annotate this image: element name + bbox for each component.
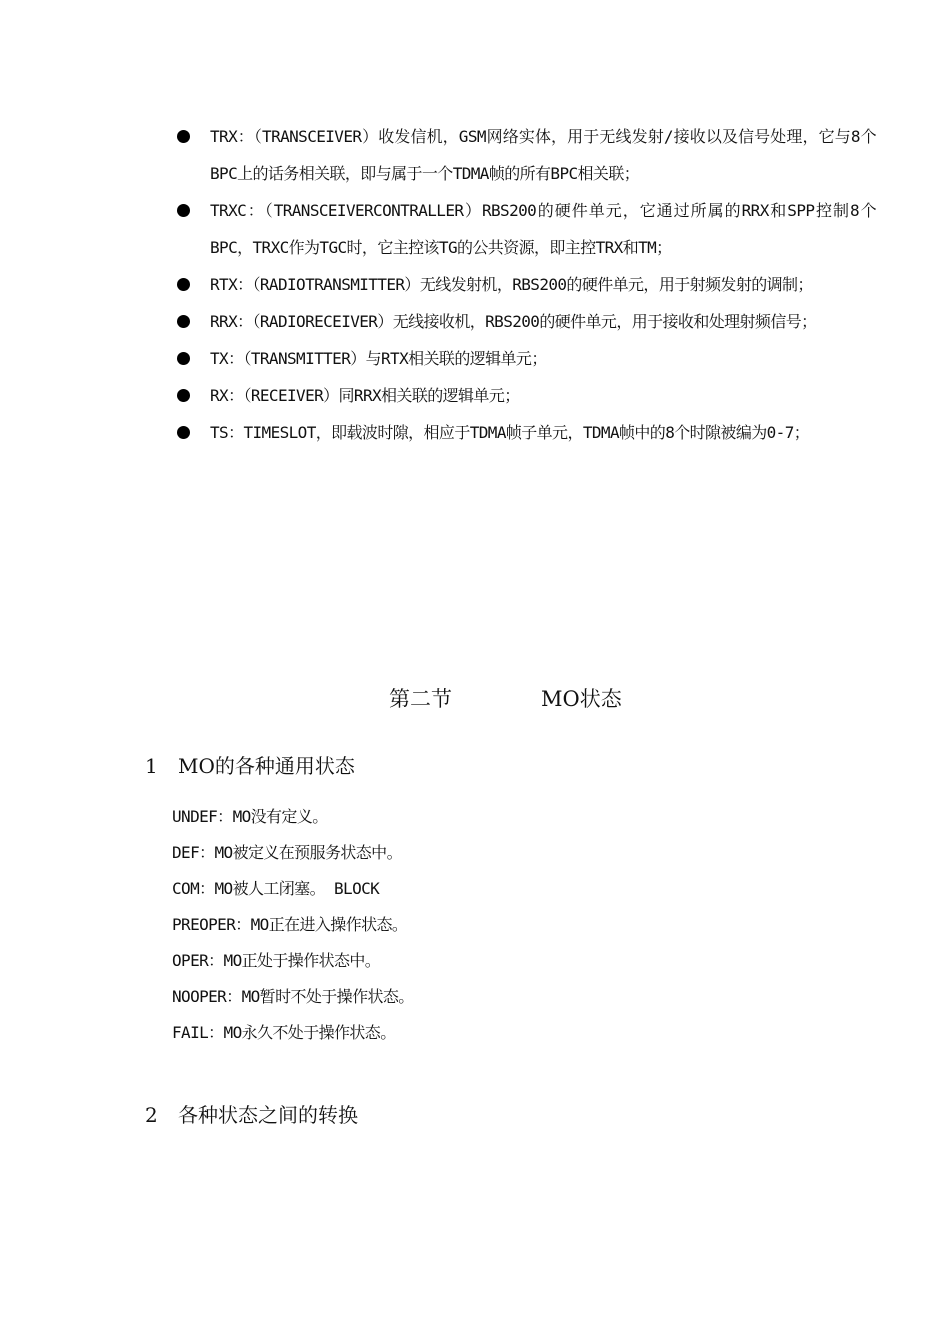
bullet-item [210,340,876,377]
bullet-text: TRX：（TRANSCEIVER）收发信机，GSM网络实体，用于无线发射/接收以及信号处理，它与8个BPC上的话务相关联，即与属于一个TDMA帧的所有BPC相关联； [210,127,876,183]
subsection-heading-2 [145,1099,358,1128]
bullet-text: TS：TIMESLOT，即载波时隙，相应于TDMA帧子单元，TDMA帧中的8个时隙被编为0-7； [210,423,810,442]
bullet-text: RX：（RECEIVER）同RRX相关联的逻辑单元； [210,386,520,405]
bullet-item [210,303,876,340]
subsection-number: 2 [145,1103,158,1127]
bullet-icon [177,352,190,365]
bullet-item [210,414,876,451]
bullet-icon [177,389,190,402]
bullet-item [210,118,876,192]
bullet-text: RTX：（RADIOTRANSMITTER）无线发射机，RBS200的硬件单元，用于射频发射的调制； [210,275,813,294]
bullet-icon [177,278,190,291]
bullet-list [0,118,950,451]
state-item: PREOPER：MO正在进入操作状态。 [172,915,408,934]
state-item: NOOPER：MO暂时不处于操作状态。 [172,987,414,1006]
subsection-heading-1 [145,750,355,779]
bullet-text: TX：（TRANSMITTER）与RTX相关联的逻辑单元； [210,349,547,368]
state-item: OPER：MO正处于操作状态中。 [172,951,381,970]
state-item: FAIL：MO永久不处于操作状态。 [172,1023,396,1042]
subsection-number: 1 [145,754,158,778]
state-item: DEF：MO被定义在预服务状态中。 [172,843,402,862]
section-number: 第二节 [389,687,452,711]
bullet-item [210,266,876,303]
section-heading [0,683,950,717]
bullet-text: RRX：（RADIORECEIVER）无线接收机，RBS200的硬件单元，用于接收和处理射频信号； [210,312,817,331]
state-item: COM：MO被人工闭塞。 BLOCK [172,879,380,898]
bullet-icon [177,204,190,217]
bullet-text: TRXC：（TRANSCEIVERCONTRALLER）RBS200的硬件单元，它通过所属的RRX和SPP控制8个BPC，TRXC作为TGC时，它主控该TG的公共资源，即主控TRX和TM； [210,201,876,257]
state-item: UNDEF：MO没有定义。 [172,807,328,826]
subsection-title: MO的各种通用状态 [178,754,355,778]
state-list [172,799,414,1051]
bullet-item [210,192,876,266]
section-title: MO状态 [541,687,622,711]
bullet-icon [177,130,190,143]
bullet-icon [177,426,190,439]
bullet-item [210,377,876,414]
bullet-icon [177,315,190,328]
subsection-title: 各种状态之间的转换 [178,1103,358,1127]
